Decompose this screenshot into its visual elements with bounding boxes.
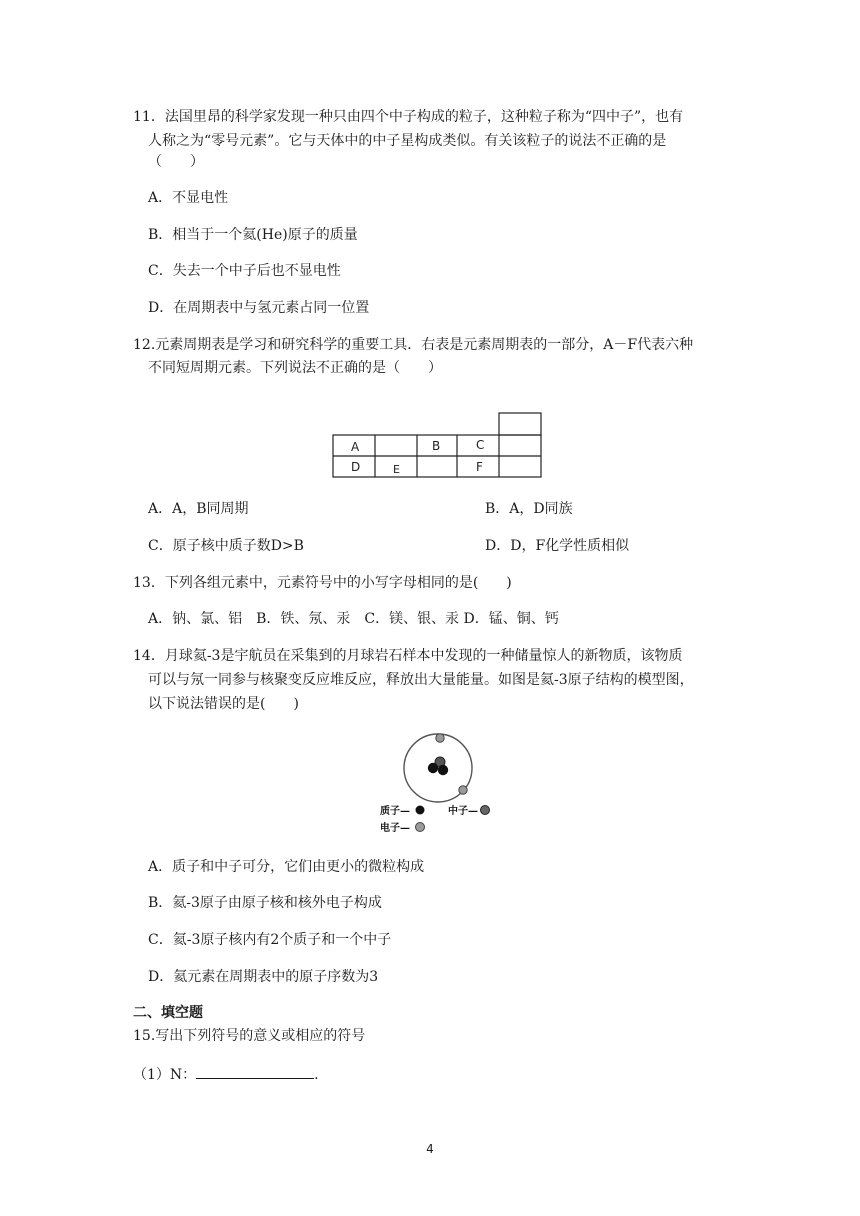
q15-sub1-prefix: （1）N： <box>133 1067 197 1083</box>
q14-option-c[interactable]: C．氦-3原子核内有2个质子和一个中子 <box>148 932 392 948</box>
q14-option-a[interactable]: A．质子和中子可分，它们由更小的微粒构成 <box>148 859 425 875</box>
cell-label-a: A <box>351 440 360 454</box>
cell-label-e: E <box>393 463 400 476</box>
q11-option-c[interactable]: C．失去一个中子后也不显电性 <box>148 263 341 279</box>
q13-line: 13．下列各组元素中，元素符号中的小写字母相同的是( ) <box>133 575 512 591</box>
legend-proton-label: 质子— <box>380 806 410 817</box>
q14-line-3: 以下说法错误的是( ) <box>148 696 299 712</box>
answer-blank[interactable] <box>196 1064 314 1079</box>
q12-line-1: 12.元素周期表是学习和研究科学的重要工具．右表是元素周期表的一部分，A－F代表六种 <box>133 337 694 353</box>
q12-option-b[interactable]: B．A，D同族 <box>485 501 573 517</box>
q12-option-a[interactable]: A．A，B同周期 <box>148 501 249 517</box>
q12-option-d[interactable]: D．D，F化学性质相似 <box>485 538 630 554</box>
proton-dot <box>438 765 448 775</box>
cell-label-f: F <box>476 460 483 474</box>
q11-line-3: （ ） <box>148 154 204 170</box>
q14-line-2: 可以与氖一同参与核聚变反应堆反应，释放出大量能量。如图是氦-3原子结构的模型图， <box>148 672 694 688</box>
legend-electron-label: 电子— <box>380 823 410 834</box>
q15-line: 15.写出下列符号的意义或相应的符号 <box>133 1028 366 1044</box>
legend-electron-dot <box>416 823 425 832</box>
cell-label-c: C <box>476 438 485 452</box>
legend-neutron-dot <box>481 806 490 815</box>
legend-proton-dot <box>416 806 425 815</box>
q14-option-b[interactable]: B．氦-3原子由原子核和核外电子构成 <box>148 895 382 911</box>
q11-option-d[interactable]: D．在周期表中与氢元素占同一位置 <box>148 300 370 316</box>
page-number: 4 <box>426 1142 434 1156</box>
q11-option-b[interactable]: B．相当于一个氦(He)原子的质量 <box>148 227 358 243</box>
cell-label-d: D <box>351 460 361 474</box>
q11-line-1: 11．法国里昂的科学家发现一种只由四个中子构成的粒子，这种粒子称为“四中子”，也有 <box>133 109 684 125</box>
electron-dot <box>459 786 467 794</box>
section-heading: 二、填空题 <box>133 1005 203 1021</box>
proton-dot <box>428 763 438 773</box>
q14-line-1: 14．月球氦-3是宇航员在采集到的月球岩石样本中发现的一种储量惊人的新物质，该物质 <box>133 648 683 664</box>
q11-line-2: 人称之为“零号元素”。它与天体中的中子星构成类似。有关该粒子的说法不正确的是 <box>148 133 667 149</box>
helium3-atom-model <box>376 730 516 838</box>
q13-options[interactable]: A．钠、氯、铝 B．铁、氖、汞 C．镁、银、汞 D．锰、铜、钙 <box>148 611 559 627</box>
q11-option-a[interactable]: A．不显电性 <box>148 190 229 206</box>
electron-dot <box>436 734 444 742</box>
q12-option-c[interactable]: C．原子核中质子数D>B <box>148 538 304 554</box>
q15-sub1-suffix: . <box>314 1067 319 1083</box>
cell-label-b: B <box>432 439 441 453</box>
q15-sub1 <box>133 1064 319 1085</box>
q12-line-2: 不同短周期元素。下列说法不正确的是（ ） <box>148 360 442 376</box>
q14-option-d[interactable]: D．氦元素在周期表中的原子序数为3 <box>148 969 379 985</box>
legend-neutron-label: 中子— <box>448 806 478 817</box>
periodic-table-fragment <box>331 412 545 480</box>
